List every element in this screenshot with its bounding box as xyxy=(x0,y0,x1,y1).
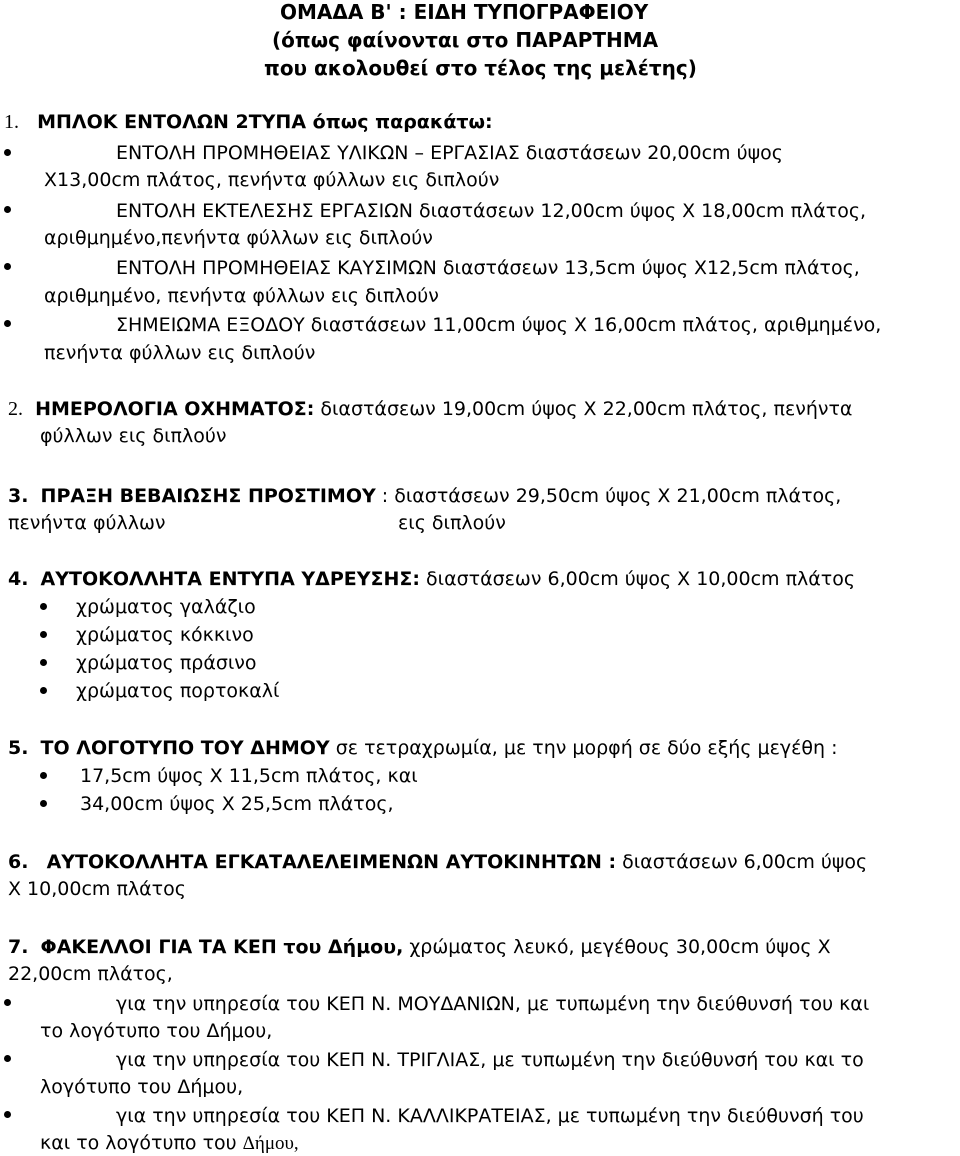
bullet-icon xyxy=(40,772,47,779)
bullet-icon xyxy=(4,1055,11,1062)
s4-color-item: χρώματος γαλάζιο xyxy=(76,596,256,618)
section-2-line-1 xyxy=(8,397,852,421)
section-1-heading xyxy=(4,110,493,134)
section-3-line-1 xyxy=(8,484,841,508)
line-text-serif: Δήμου, xyxy=(242,1133,299,1154)
s7-item-3-line-2 xyxy=(40,1131,299,1156)
s7-item-1-line-2: το λογότυπο του Δήμου, xyxy=(40,1020,273,1042)
section-5-heading xyxy=(8,736,838,760)
bullet-icon xyxy=(4,1111,11,1118)
section-title: ΦΑΚΕΛΛΟΙ ΓΙΑ ΤΑ ΚΕΠ του Δήμου, xyxy=(40,936,404,958)
section-number: 2. xyxy=(8,398,23,420)
bullet-icon xyxy=(40,603,47,610)
s4-color-item: χρώματος πορτοκαλί xyxy=(76,680,280,702)
section-2-line-2: φύλλων εις διπλούν xyxy=(40,425,227,447)
section-title: ΤΟ ΛΟΓΟΤΥΠΟ ΤΟΥ ΔΗΜΟΥ xyxy=(40,737,330,759)
bullet-icon xyxy=(4,206,11,213)
section-text: σε τετραχρωμία, με την μορφή σε δύο εξής μεγέθη : xyxy=(329,737,838,759)
header-line-1: ΟΜΑΔΑ Β' : ΕΙΔΗ ΤΥΠΟΓΡΑΦΕΙΟΥ xyxy=(280,0,649,24)
section-6-line-1 xyxy=(8,850,867,874)
bullet-icon xyxy=(4,149,11,156)
section-number: 1. xyxy=(4,111,19,133)
s5-size-item: 17,5cm ύψος Χ 11,5cm πλάτος, και xyxy=(80,765,418,787)
section-number: 5. xyxy=(8,737,29,759)
bullet-icon xyxy=(40,631,47,638)
s5-size-item: 34,00cm ύψος Χ 25,5cm πλάτος, xyxy=(80,793,394,815)
s1-item-4-line-1: ΣΗΜΕΙΩΜΑ ΕΞΟΔΟΥ διαστάσεων 11,00cm ύψος Χ 16,00cm πλάτος, αριθμημένο, xyxy=(116,314,882,336)
bullet-icon xyxy=(40,659,47,666)
s7-item-3-line-1: για την υπηρεσία του ΚΕΠ Ν. ΚΑΛΛΙΚΡΑΤΕΙΑΣ, με τυπωμένη την διεύθυνσή του xyxy=(116,1105,864,1127)
section-text: διαστάσεων 6,00cm ύψος Χ 10,00cm πλάτος xyxy=(420,568,856,590)
section-title: ΠΡΑΞΗ ΒΕΒΑΙΩΣΗΣ ΠΡΟΣΤΙΜΟΥ xyxy=(40,485,376,507)
section-4-heading xyxy=(8,567,855,591)
section-number: 3. xyxy=(8,485,29,507)
s7-item-1-line-1: για την υπηρεσία του ΚΕΠ Ν. ΜΟΥΔΑΝΙΩΝ, με τυπωμένη την διεύθυνσή του και xyxy=(116,993,870,1015)
bullet-icon xyxy=(4,320,11,327)
section-text: διαστάσεων 19,00cm ύψος Χ 22,00cm πλάτος, πενήντα xyxy=(314,398,853,420)
s1-item-1-line-1: ΕΝΤΟΛΗ ΠΡΟΜΗΘΕΙΑΣ ΥΛΙΚΩΝ – ΕΡΓΑΣΙΑΣ διαστάσεων 20,00cm ύψος xyxy=(116,142,783,164)
section-number: 7. xyxy=(8,936,29,958)
s1-item-2-line-1: ΕΝΤΟΛΗ ΕΚΤΕΛΕΣΗΣ ΕΡΓΑΣΙΩΝ διαστάσεων 12,00cm ύψος Χ 18,00cm πλάτος, xyxy=(116,200,867,222)
s7-item-2-line-2: λογότυπο του Δήμου, xyxy=(40,1076,244,1098)
s1-item-3-line-1: ΕΝΤΟΛΗ ΠΡΟΜΗΘΕΙΑΣ ΚΑΥΣΙΜΩΝ διαστάσεων 13,5cm ύψος Χ12,5cm πλάτος, xyxy=(116,257,860,279)
section-3-line-2b: εις διπλούν xyxy=(398,512,506,534)
header-line-3: που ακολουθεί στο τέλος της μελέτης) xyxy=(264,56,697,80)
s7-item-2-line-1: για την υπηρεσία του ΚΕΠ Ν. ΤΡΙΓΛΙΑΣ, με τυπωμένη την διεύθυνσή του και το xyxy=(116,1049,864,1071)
section-title: ΜΠΛΟΚ ΕΝΤΟΛΩΝ 2ΤΥΠΑ όπως παρακάτω: xyxy=(37,111,493,133)
section-number: 6. xyxy=(8,851,29,873)
section-title: ΑΥΤΟΚΟΛΛΗΤΑ ΕΓΚΑΤΑΛΕΛΕΙΜΕΝΩΝ ΑΥΤΟΚΙΝΗΤΩΝ : xyxy=(46,851,617,873)
s1-item-4-line-2: πενήντα φύλλων εις διπλούν xyxy=(44,342,316,364)
header-line-2: (όπως φαίνονται στο ΠΑΡΑΡΤΗΜΑ xyxy=(272,28,659,52)
s1-item-3-line-2: αριθμημένο, πενήντα φύλλων εις διπλούν xyxy=(44,285,439,307)
section-title: ΗΜΕΡΟΛΟΓΙΑ ΟΧΗΜΑΤΟΣ: xyxy=(35,398,315,420)
bullet-icon xyxy=(40,687,47,694)
section-7-line-2: 22,00cm πλάτος, xyxy=(8,963,173,985)
bullet-icon xyxy=(4,999,11,1006)
section-title: ΑΥΤΟΚΟΛΛΗΤΑ ΕΝΤΥΠΑ ΥΔΡΕΥΣΗΣ: xyxy=(40,568,420,590)
section-6-line-2: Χ 10,00cm πλάτος xyxy=(8,878,186,900)
section-number: 4. xyxy=(8,568,29,590)
s4-color-item: χρώματος κόκκινο xyxy=(76,624,254,646)
bullet-icon xyxy=(40,800,47,807)
bullet-icon xyxy=(4,263,11,270)
section-3-line-2a: πενήντα φύλλων xyxy=(8,512,166,534)
s1-item-2-line-2: αριθμημένο,πενήντα φύλλων εις διπλούν xyxy=(44,227,433,249)
section-text: : διαστάσεων 29,50cm ύψος Χ 21,00cm πλάτος, xyxy=(375,485,842,507)
section-7-line-1 xyxy=(8,935,831,959)
s4-color-item: χρώματος πράσινο xyxy=(76,652,257,674)
section-text: χρώματος λευκό, μεγέθους 30,00cm ύψος Χ xyxy=(403,936,831,958)
s1-item-1-line-2: Χ13,00cm πλάτος, πενήντα φύλλων εις διπλούν xyxy=(44,169,500,191)
section-text: διαστάσεων 6,00cm ύψος xyxy=(616,851,868,873)
line-text: και το λογότυπο του xyxy=(40,1132,243,1154)
